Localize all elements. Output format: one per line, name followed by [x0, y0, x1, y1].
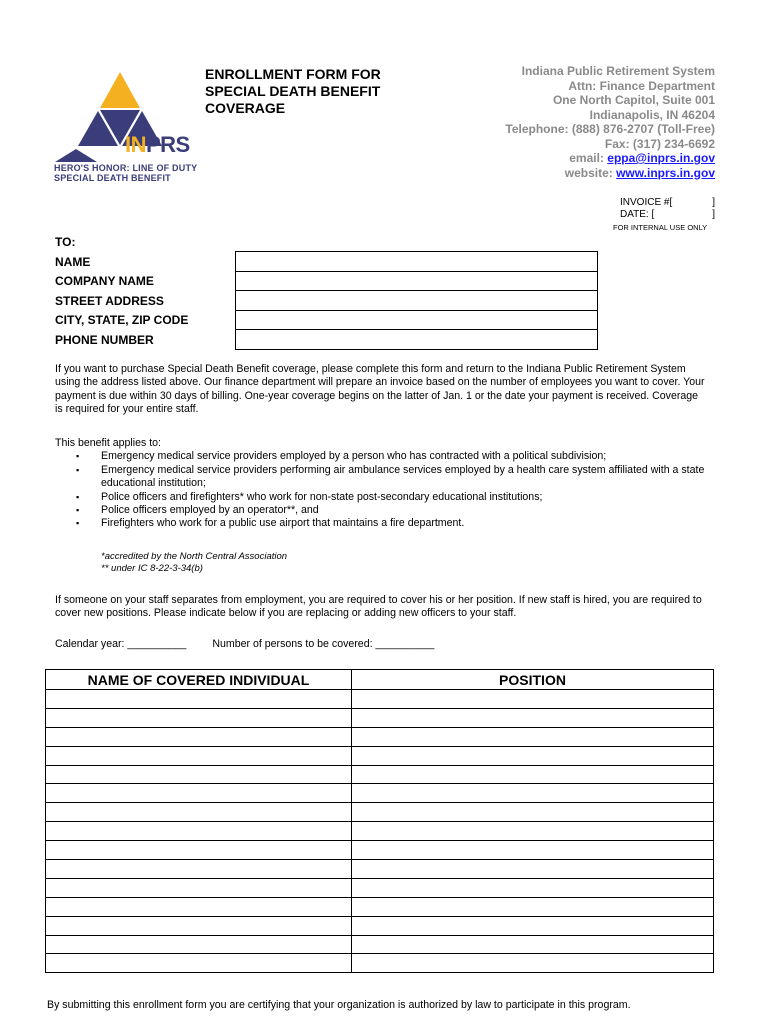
name-cell[interactable]	[46, 841, 352, 860]
list-item: ▪ Police officers and firefighters* who work for non-state post-secondary educational institutions;	[55, 491, 715, 504]
position-cell[interactable]	[352, 860, 714, 879]
street-address-input[interactable]	[236, 291, 598, 311]
covered-individuals-table	[45, 669, 714, 973]
benefit-list	[55, 450, 715, 530]
name-cell[interactable]	[46, 803, 352, 822]
table-row	[46, 878, 714, 897]
form-title	[205, 66, 381, 117]
name-cell[interactable]	[46, 860, 352, 879]
date-bracket: ]	[712, 209, 715, 220]
position-cell[interactable]	[352, 690, 714, 709]
intro-paragraph: If you want to purchase Special Death Benefit coverage, please complete this form and return to the Indiana Public Retirement System using the address listed above. Our finance department will prepare an invoice based on the number of employees you want to cover. Your payment is due within 30 days of billing. One-year coverage begins on the latter of Jan. 1 or the date your payment is received. Coverage is required for your entire staff.	[55, 363, 705, 416]
name-cell[interactable]	[46, 916, 352, 935]
name-cell[interactable]	[46, 822, 352, 841]
invoice-bracket: ]	[712, 197, 715, 208]
name-cell[interactable]	[46, 765, 352, 784]
address-org: Indiana Public Retirement System	[521, 64, 715, 78]
list-item: ▪ Emergency medical service providers employed by a person who has contracted with a political subdivision;	[55, 450, 715, 463]
logo-text-prs: PRS	[146, 132, 190, 157]
name-cell[interactable]	[46, 878, 352, 897]
field-label-company: COMPANY NAME	[55, 274, 154, 289]
certification-footer: By submitting this enrollment form you are certifying that your organization is authorized by law to participate in this program.	[47, 999, 631, 1011]
mailing-address	[505, 64, 715, 180]
calendar-line	[55, 638, 434, 650]
position-cell[interactable]	[352, 708, 714, 727]
table-row	[46, 746, 714, 765]
position-cell[interactable]	[352, 784, 714, 803]
to-label: TO:	[55, 235, 76, 249]
phone-number-input[interactable]	[236, 330, 598, 350]
benefit-section	[55, 437, 715, 531]
logo-text	[125, 132, 190, 158]
email-link[interactable]: eppa@inprs.in.gov	[607, 151, 715, 165]
persons-covered-field[interactable]: Number of persons to be covered: __________	[212, 638, 435, 650]
address-fax: Fax: (317) 234-6692	[604, 136, 715, 151]
address-city: Indianapolis, IN 46204	[589, 107, 715, 122]
address-street: One North Capitol, Suite 001	[552, 93, 715, 107]
position-cell[interactable]	[352, 897, 714, 916]
benefit-heading: This benefit applies to:	[55, 437, 161, 449]
table-row	[46, 708, 714, 727]
table-row	[46, 935, 714, 954]
footnotes	[101, 551, 287, 575]
title-line3: COVERAGE	[205, 100, 286, 116]
table-row	[46, 897, 714, 916]
logo-caption-line2: SPECIAL DEATH BENEFIT	[54, 173, 171, 183]
field-label-name: NAME	[55, 254, 91, 269]
to-labels	[55, 233, 188, 351]
position-cell[interactable]	[352, 916, 714, 935]
list-item: ▪ Police officers employed by an operator**, and	[55, 504, 715, 517]
name-cell[interactable]	[46, 690, 352, 709]
title-line1: ENROLLMENT FORM FOR	[205, 66, 381, 82]
position-cell[interactable]	[352, 727, 714, 746]
email-label: email:	[569, 151, 604, 165]
header-position: POSITION	[352, 670, 714, 690]
name-cell[interactable]	[46, 897, 352, 916]
invoice-row	[620, 197, 715, 209]
footnote-2: ** under IC 8-22-3-34(b)	[101, 563, 203, 574]
name-cell[interactable]	[46, 784, 352, 803]
address-attn: Attn: Finance Department	[568, 78, 715, 93]
list-item: ▪ Firefighters who work for a public use airport that maintains a fire department.	[55, 517, 715, 530]
position-cell[interactable]	[352, 935, 714, 954]
footnote-1: *accredited by the North Central Association	[101, 551, 288, 562]
header-covered-individual: NAME OF COVERED INDIVIDUAL	[46, 670, 352, 690]
table-row	[46, 690, 714, 709]
logo-caption	[54, 163, 197, 183]
field-label-street: STREET ADDRESS	[55, 293, 164, 308]
calendar-year-field[interactable]: Calendar year: __________	[55, 638, 187, 650]
table-row	[46, 916, 714, 935]
position-cell[interactable]	[352, 803, 714, 822]
table-row	[46, 803, 714, 822]
date-row	[620, 209, 715, 221]
table-row	[46, 954, 714, 973]
internal-use-note: FOR INTERNAL USE ONLY	[613, 223, 708, 232]
invoice-box	[620, 197, 715, 221]
company-name-input[interactable]	[236, 271, 598, 291]
list-item: ▪ Emergency medical service providers performing air ambulance services employed by a health care system affiliated with a state educational institution;	[55, 464, 715, 491]
name-cell[interactable]	[46, 727, 352, 746]
date-label: DATE: [	[620, 209, 655, 220]
position-cell[interactable]	[352, 765, 714, 784]
website-link[interactable]: www.inprs.in.gov	[616, 165, 715, 180]
table-row	[46, 841, 714, 860]
address-telephone: Telephone: (888) 876-2707 (Toll-Free)	[505, 122, 715, 136]
table-row	[46, 784, 714, 803]
table-row	[46, 860, 714, 879]
separation-paragraph: If someone on your staff separates from employment, you are required to cover his or her position. If new staff is hired, you are required to cover new positions. Please indicate below if you are replacing or adding new officers to your staff.	[55, 594, 702, 620]
name-cell[interactable]	[46, 935, 352, 954]
field-label-phone: PHONE NUMBER	[55, 332, 154, 347]
name-cell[interactable]	[46, 746, 352, 765]
title-line2: SPECIAL DEATH BENEFIT	[205, 83, 381, 99]
website-label: website:	[564, 165, 613, 180]
name-input[interactable]	[236, 252, 598, 272]
name-cell[interactable]	[46, 708, 352, 727]
table-row	[46, 727, 714, 746]
position-cell[interactable]	[352, 746, 714, 765]
invoice-label: INVOICE #[	[620, 197, 673, 208]
table-row	[46, 765, 714, 784]
name-cell[interactable]	[46, 954, 352, 973]
logo-caption-line1: HERO'S HONOR: LINE OF DUTY	[54, 163, 198, 173]
position-cell[interactable]	[352, 878, 714, 897]
to-input-table	[235, 251, 598, 350]
table-header-row	[46, 670, 714, 690]
field-label-city: CITY, STATE, ZIP CODE	[55, 313, 189, 328]
address-website	[505, 166, 715, 181]
city-state-zip-input[interactable]	[236, 310, 598, 330]
table-row	[46, 822, 714, 841]
position-cell[interactable]	[352, 841, 714, 860]
logo-text-in: IN	[125, 132, 146, 157]
position-cell[interactable]	[352, 954, 714, 973]
position-cell[interactable]	[352, 822, 714, 841]
address-email	[505, 151, 715, 166]
